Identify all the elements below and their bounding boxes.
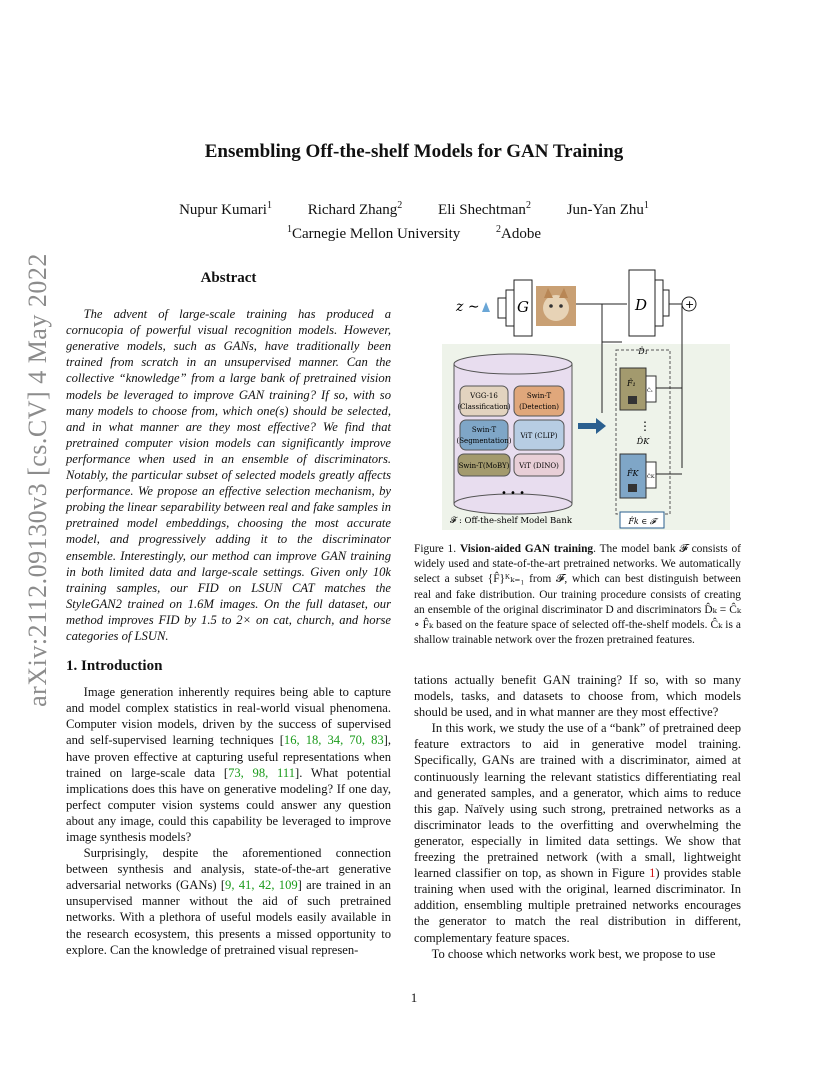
- generated-cat-image: [536, 286, 576, 326]
- paper-title: Ensembling Off-the-shelf Models for GAN Training: [204, 141, 624, 162]
- more-models-dots: • • •: [500, 488, 526, 499]
- abstract-text: The advent of large-scale training has produced a cornucopia of powerful visual recognition models. However, generative models, such as GANs, have traditionally been trained from scratch in an unsupervised manner. Can the collective “knowledge” from a large bank of pretrained vision models be leveraged to improve GAN training? If so, with so many models to choose from, which one(s) should be selected, and in what manner are they most effective? We find that pretrained computer vision models can significantly improve performance when used in an ensemble of discriminators. Notably, the particular subset of selected models greatly affects performance. We propose an effective selection mechanism, by probing the linear separability between real and fake samples in pretrained model embeddings, choosing the most accurate model, and progressively adding it to the discriminator ensemble. Interestingly, our method can improve GAN training in both limited data and large-scale settings. Given only 10k training samples, our FID on LSUN CAT matches the StyleGAN2 trained on 1.6M images. On the full dataset, our method improves FID by 1.5 to 2× on cat, church, and horse categories of LSUN.: [66, 307, 391, 643]
- model-task: (Classification): [457, 403, 511, 411]
- affiliation: $^1$Carnegie Mellon University: [286, 224, 461, 242]
- model-name: VGG-16: [470, 392, 498, 400]
- arxiv-id: arXiv:2112.09130v3 [cs.CV] 4 May 2022: [23, 253, 52, 707]
- arxiv-sidebar: [16, 253, 60, 707]
- citation-link[interactable]: 73, 98, 111: [228, 765, 296, 780]
- author: Nupur Kumari$^1$: [179, 200, 272, 218]
- model-task: (Detection): [519, 403, 559, 411]
- dk-label: D̂K: [636, 437, 650, 446]
- generator-block: [498, 280, 532, 336]
- gaussian-icon: [482, 302, 490, 312]
- bank-caption: 𝓕 : Off-the-shelf Model Bank: [450, 516, 572, 526]
- affiliation-line: [60, 220, 768, 244]
- noise-label: z ∼: [456, 299, 480, 315]
- affiliation: $^2$Adobe: [496, 224, 542, 242]
- figure-1: [432, 268, 732, 530]
- author: Richard Zhang$^2$: [307, 200, 403, 218]
- lock-icon: [628, 396, 637, 404]
- fk-in-f-label: F̂k ∈ 𝓕: [628, 517, 656, 526]
- citation-link[interactable]: 16, 18, 34, 70, 83: [283, 733, 384, 748]
- model-card: [460, 386, 508, 416]
- abstract-heading: Abstract: [200, 270, 257, 286]
- intro-heading: 1. Introduction: [66, 658, 163, 675]
- model-card: [460, 420, 508, 450]
- right-paragraph-2: To choose which networks work best, we propose to use: [431, 946, 716, 961]
- fk-label: F̂K: [627, 469, 639, 478]
- vertical-dots: ⋮: [639, 419, 651, 433]
- right-column: [414, 672, 741, 962]
- model-card: [514, 386, 564, 416]
- page-number: 1: [410, 990, 418, 1005]
- model-name: Swin-T: [526, 392, 552, 400]
- model-name: Swin-T(MoBY): [458, 462, 510, 470]
- discriminator-block: [629, 270, 669, 336]
- sum-symbol: +: [685, 298, 695, 311]
- figure-1-caption: Figure 1. Vision-aided GAN training. The model bank 𝓕 consists of widely used and state-of-the-art pretrained networks. We automatically select a subset {F̂}ᴷₖ₌₁ from 𝓕, which can best distinguish between real and fake distribution. Our training procedure consists of creating an ensemble of the original discriminator D and discriminators D̂ₖ = Ĉₖ ∘ F̂ₖ based on the feature space of selected off-the-shelf models. Ĉₖ is a shallow trainable network over the frozen pretrained features.: [414, 543, 741, 647]
- intro-paragraph-2: Surprisingly, despite the aforementioned connection between synthesis and analysis, state-of-the-art generative adversarial networks (GANs) [9, 41, 42, 109] are trained in an unsupervised manner without the aid of such pretrained networks. With a plethora of useful models easily available in the research ecosystem, this presents a missed opportunity to explore. Can the knowledge of pretrained visual represen-: [66, 846, 391, 957]
- model-task: (Segmentation): [456, 437, 512, 445]
- right-paragraph-0: tations actually benefit GAN training? If so, with so many models, tasks, and datasets to choose from, which models should be used, and in what manner are they most effective?: [414, 673, 741, 720]
- author-block: [60, 196, 768, 244]
- author-line: [60, 196, 768, 220]
- c1-label: Ĉ₁: [647, 388, 653, 394]
- ck-label: ĈK: [647, 474, 655, 480]
- citation-link[interactable]: 9, 41, 42, 109: [225, 878, 298, 893]
- figure-ref-link[interactable]: 1: [649, 866, 656, 881]
- author: Eli Shechtman$^2$: [438, 200, 531, 218]
- left-column: [66, 270, 391, 958]
- f1-label: F̂₁: [627, 379, 636, 388]
- generator-label: G: [517, 298, 529, 316]
- model-name: Swin-T: [471, 426, 497, 434]
- lock-icon: [628, 484, 637, 492]
- intro-paragraph-1: Image generation inherently requires being able to capture and model complex statistics in real-world visual phenomena. Computer vision models, driven by the success of supervised and self-supervised learning techniques [16, 18, 34, 70, 83], have proven effective at capturing useful representations when trained on large-scale data [73, 98, 111]. What potential implications does this have on generative modeling? If one day, perfect computer vision systems could answer any question about any image, could this capability be leveraged to improve image synthesis models?: [66, 685, 392, 844]
- model-name: ViT (DINO): [519, 462, 559, 470]
- discriminator-label: D: [635, 296, 648, 314]
- d1-label: D̂₁: [638, 347, 648, 356]
- model-name: ViT (CLIP): [520, 432, 558, 440]
- figure-diagram: [432, 268, 732, 530]
- author: Jun-Yan Zhu$^1$: [566, 200, 649, 218]
- right-paragraph-1: In this work, we study the use of a “bank” of pretrained deep feature extractors to aid in generative model training. Specifically, GANs are trained with a discriminator, aimed at continuously learning the relevant statistics differentiating real and generated samples, and a generator, which aims to reduce this gap. Naïvely using such strong, pretrained networks as a discriminator leads to the overfitting and overwhelming the generator, especially in limited data settings. We show that freezing the pretrained network (with a small, lightweight learned classifier on top, as shown in Figure 1) provides stable training when used with the original, learned discriminator. In addition, ensembling multiple pretrained networks encourages the generator to match the real distribution in different, complementary feature spaces.: [414, 721, 741, 945]
